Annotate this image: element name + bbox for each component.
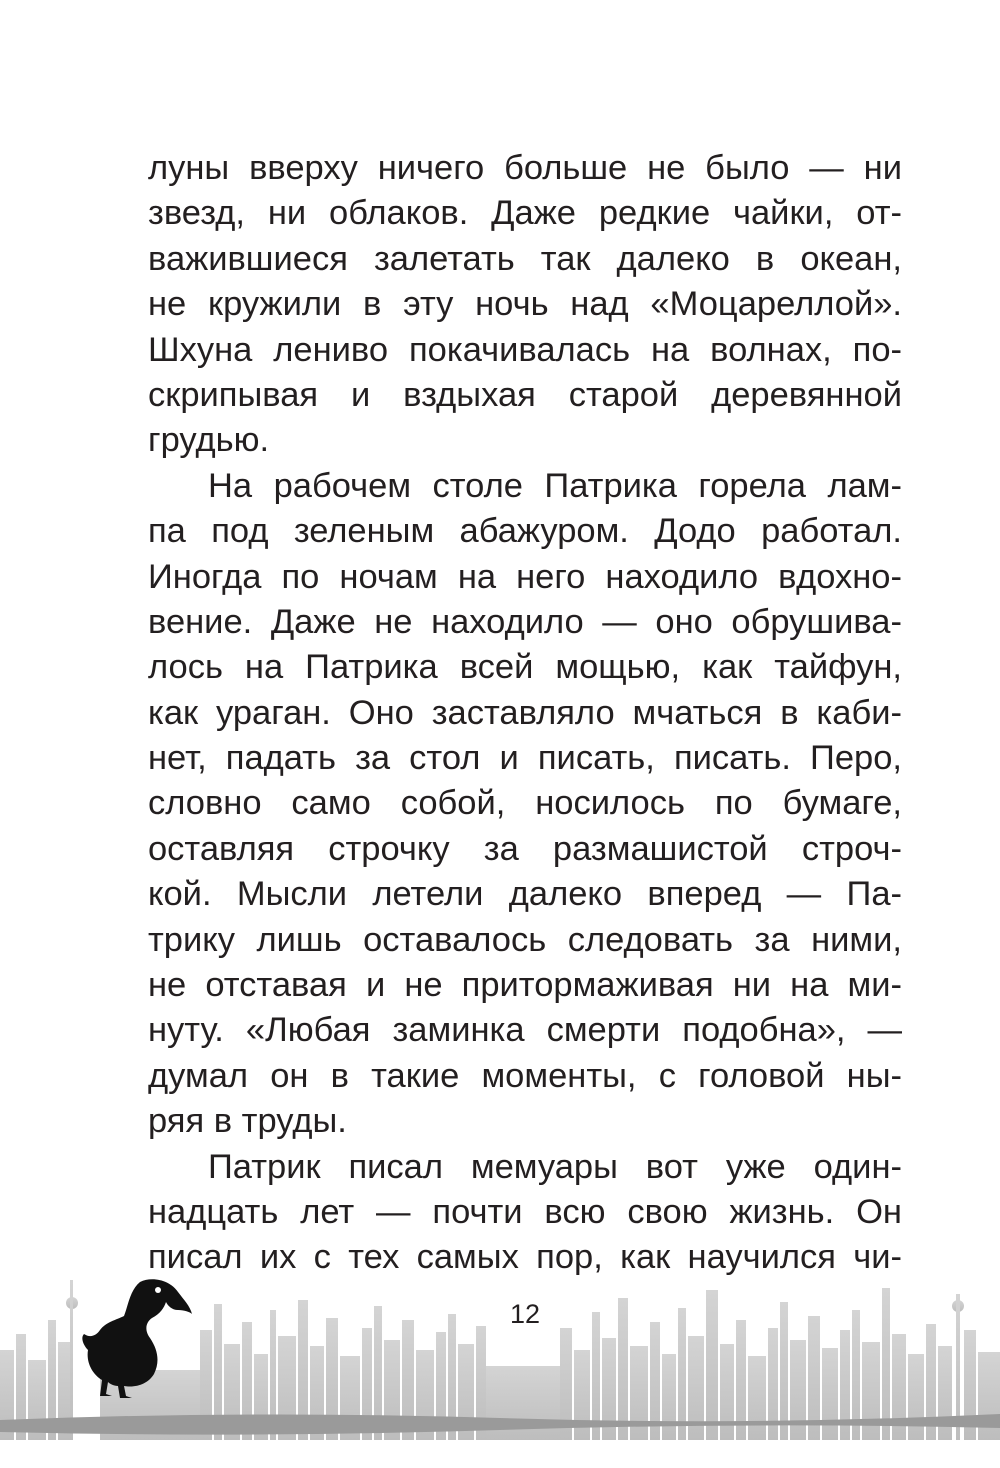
text-line: как ураган. Оно заставляло мчаться в каби-: [148, 693, 902, 732]
text-line: вение. Даже не находило — оно обрушива-: [148, 602, 902, 641]
text-line: думал он в такие моменты, с головой ны-: [148, 1056, 902, 1095]
text-line: кой. Мысли летели далеко вперед — Па-: [148, 875, 902, 914]
text-line: оставляя строчку за размашистой строч-: [148, 829, 902, 868]
text-line: Иногда по ночам на него находило вдохно-: [148, 557, 902, 596]
text-line: словно само собой, носилось по бумаге,: [148, 784, 902, 823]
page-number: 12: [509, 1299, 541, 1329]
text-line: нуту. «Любая заминка смерти подобна», —: [148, 1011, 902, 1050]
dodo-bird-icon: [80, 1276, 195, 1401]
text-line: не отставая и не притормаживая ни на ми-: [148, 966, 902, 1005]
text-line: трику лишь оставалось следовать за ними,: [148, 920, 902, 959]
text-line: ряя в труды.: [148, 1102, 347, 1141]
text-line: звезд, ни облаков. Даже редкие чайки, от-: [148, 194, 902, 233]
text-line: лось на Патрика всей мощью, как тайфун,: [148, 648, 902, 687]
text-line: Шхуна лениво покачивалась на волнах, по-: [148, 330, 902, 369]
text-line: не кружили в эту ночь над «Моцареллой».: [148, 285, 902, 324]
text-line: нет, падать за стол и писать, писать. Перо,: [148, 739, 902, 778]
text-line: надцать лет — почти всю свою жизнь. Он: [148, 1192, 902, 1231]
text-line: важившиеся залетать так далеко в океан,: [148, 239, 902, 278]
text-line: луны вверху ничего больше не было — ни: [148, 149, 902, 187]
text-line: скрипывая и вздыхая старой деревянной: [148, 375, 902, 414]
text-line: На рабочем столе Патрика горела лам-: [208, 466, 902, 505]
text-line: па под зеленым абажуром. Додо работал.: [148, 512, 902, 551]
text-line: Патрик писал мемуары вот уже один-: [208, 1147, 902, 1186]
text-line: писал их с тех самых пор, как научился чи-: [148, 1238, 902, 1277]
body-text: [148, 146, 902, 1281]
text-line: грудью.: [148, 421, 270, 460]
